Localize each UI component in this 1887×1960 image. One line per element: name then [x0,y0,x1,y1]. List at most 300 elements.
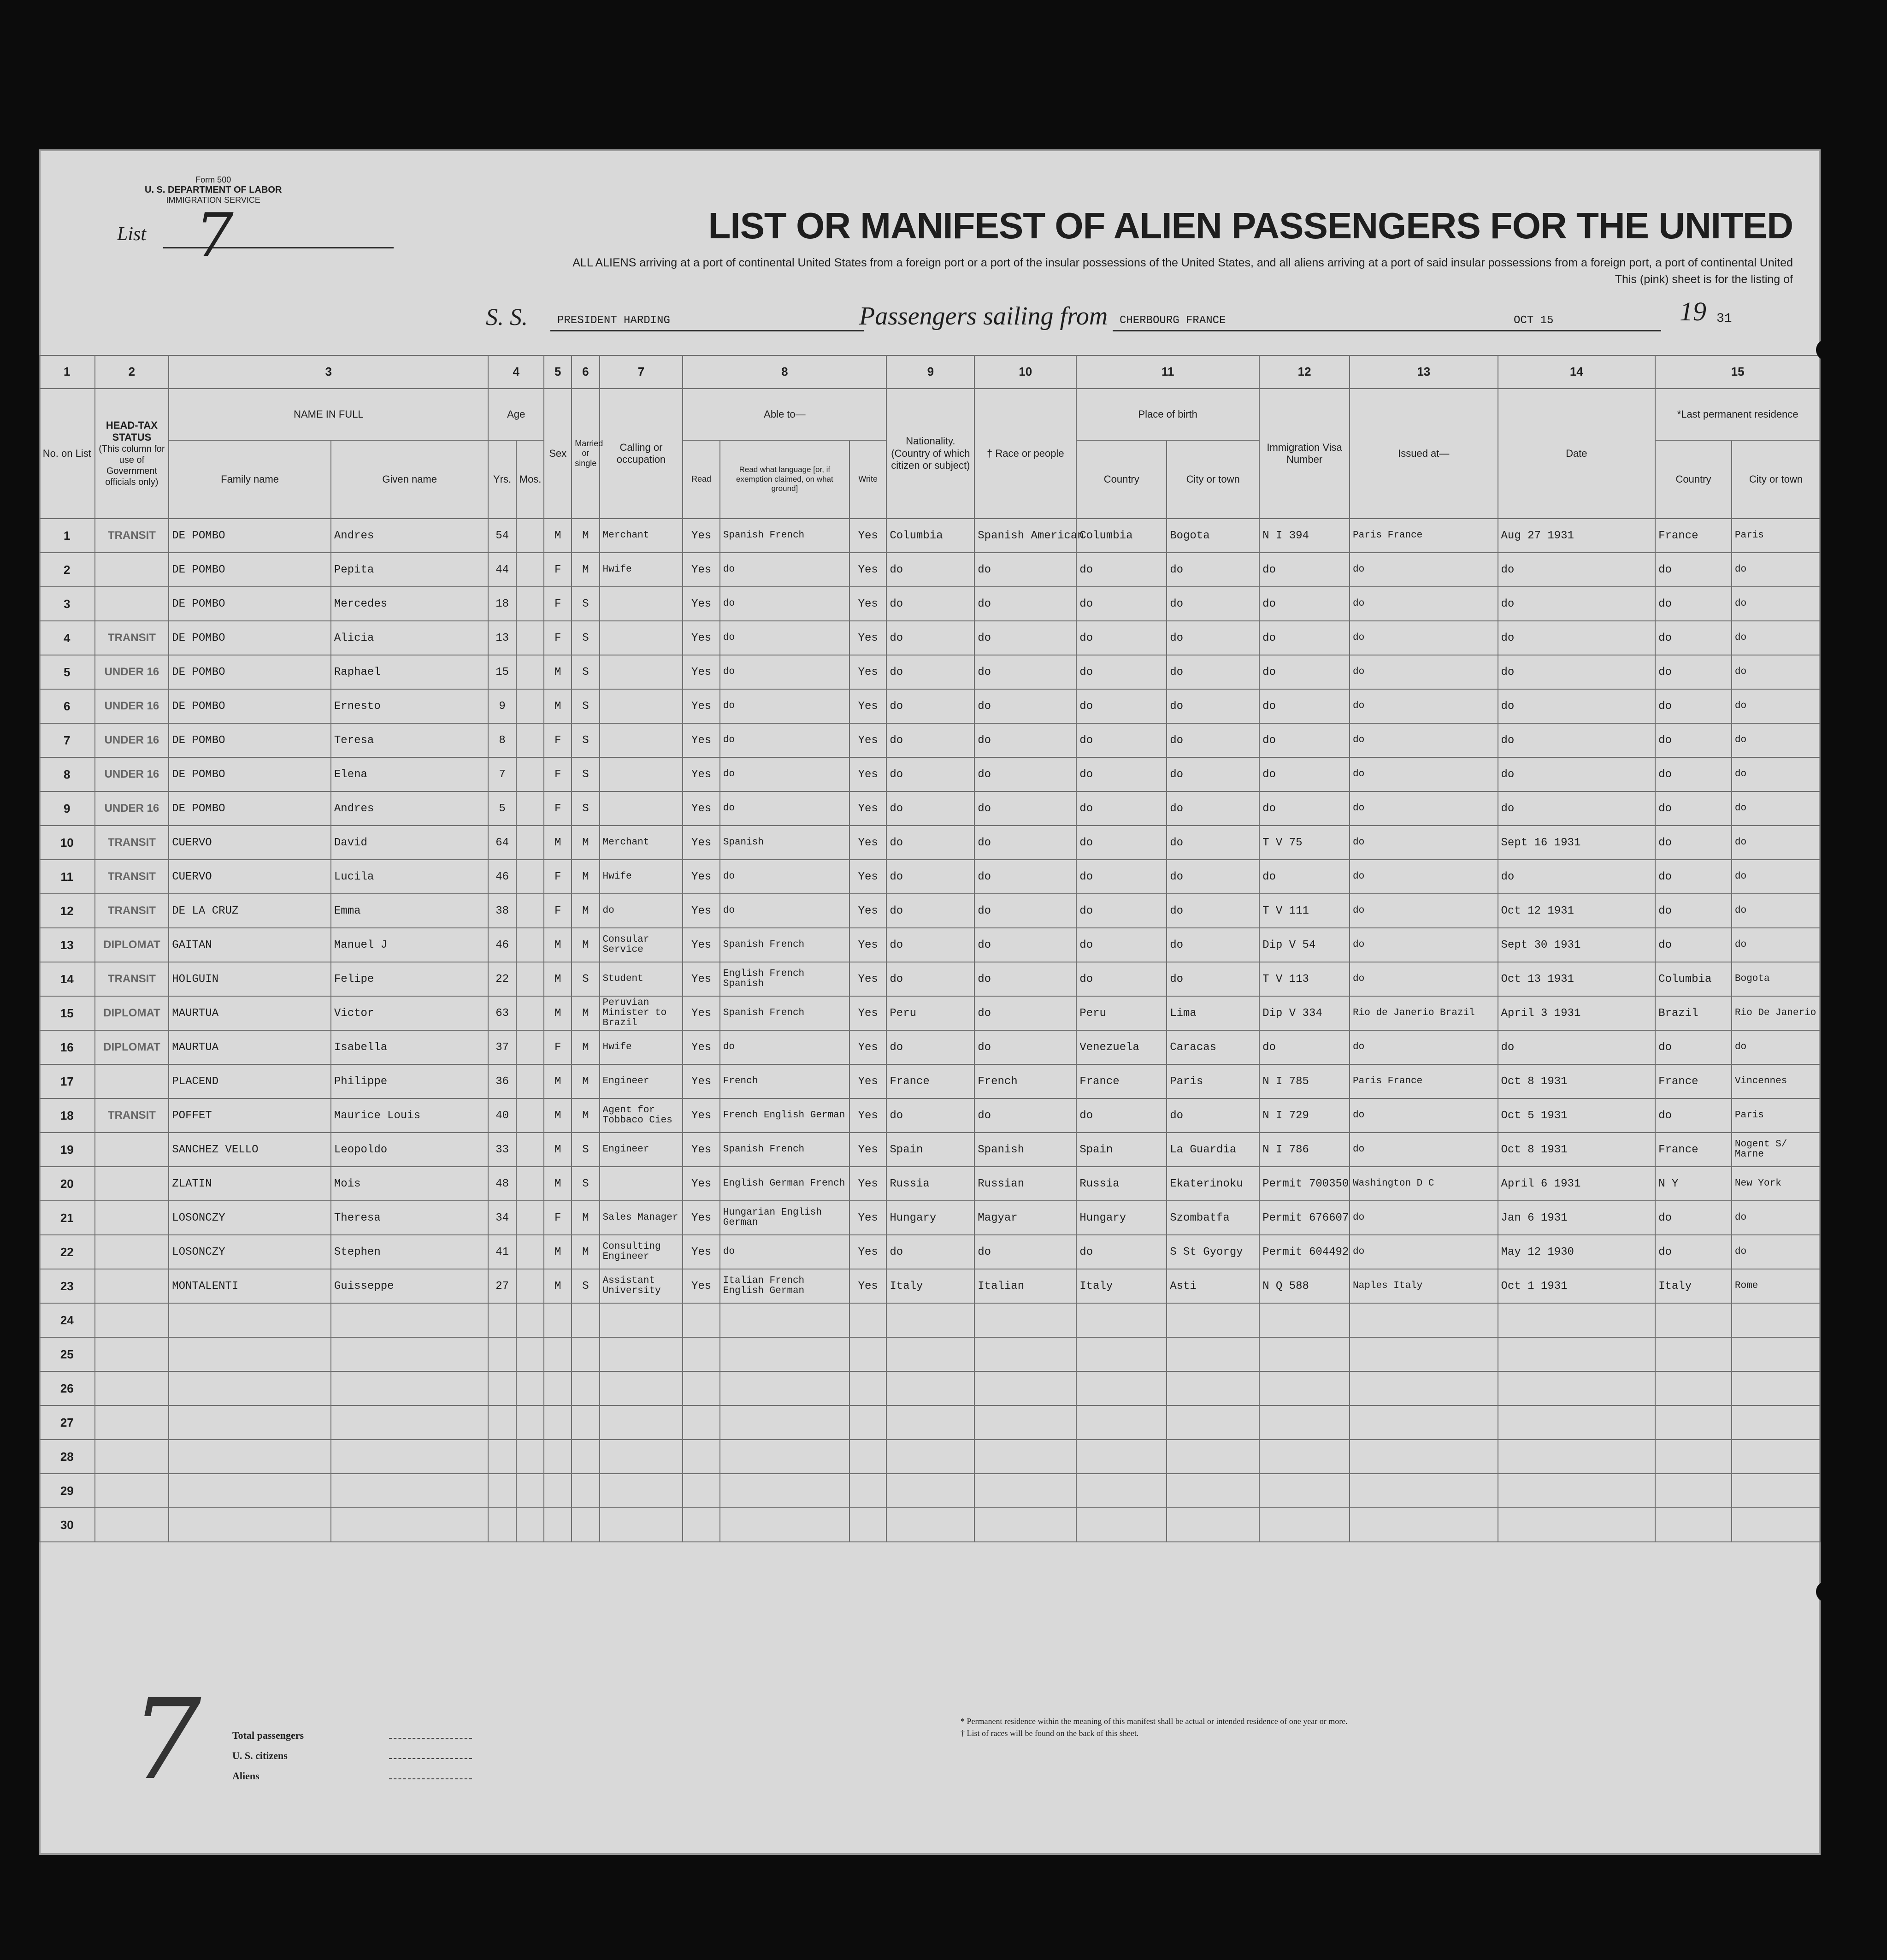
nationality: Hungary [886,1201,974,1235]
birth-city: Asti [1167,1269,1259,1303]
sex: M [544,928,572,962]
can-write: Yes [849,860,886,894]
table-row [39,757,1820,791]
sex: F [544,723,572,757]
birth-city: do [1167,553,1259,587]
birth-country: do [1076,860,1167,894]
marital-status: S [572,757,599,791]
birth-country [1076,1337,1167,1371]
visa-issued-at: do [1350,894,1498,928]
table-row [39,1167,1820,1201]
visa-number [1259,1508,1350,1542]
row-number: 1 [39,519,95,553]
headtax-status [95,553,169,587]
can-read: Yes [683,826,719,860]
visa-issued-at: Paris France [1350,519,1498,553]
occupation: Sales Manager [600,1201,683,1235]
row-number: 15 [39,996,95,1030]
row-number: 10 [39,826,95,860]
col-num: 3 [169,355,488,389]
headtax-status [95,1167,169,1201]
given-name: Guisseppe [331,1269,489,1303]
age-months [516,1371,544,1405]
read-language: French English German [720,1098,849,1133]
given-name: Ernesto [331,689,489,723]
birth-country: Venezuela [1076,1030,1167,1064]
can-read: Yes [683,962,719,996]
can-write: Yes [849,1167,886,1201]
headtax-status: UNDER 16 [95,723,169,757]
birth-city: Caracas [1167,1030,1259,1064]
visa-date: Oct 12 1931 [1498,894,1656,928]
header-visa-number: Immigration Visa Number [1259,389,1350,519]
read-language: do [720,791,849,826]
sex: M [544,996,572,1030]
residence-country: do [1655,1201,1732,1235]
occupation [600,655,683,689]
residence-city [1732,1440,1820,1474]
age-years [488,1337,516,1371]
race: do [974,1030,1076,1064]
visa-date [1498,1371,1656,1405]
headtax-status: TRANSIT [95,826,169,860]
race: do [974,1235,1076,1269]
occupation [600,1440,683,1474]
family-name: DE POMBO [169,655,331,689]
can-write: Yes [849,962,886,996]
form-number: Form 500 [195,175,231,184]
table-row [39,791,1820,826]
read-language: English French Spanish [720,962,849,996]
residence-city: do [1732,655,1820,689]
sex: F [544,860,572,894]
residence-country: do [1655,723,1732,757]
col-num: 11 [1076,355,1259,389]
age-years: 5 [488,791,516,826]
header-married: Married or single [572,389,599,519]
read-language: do [720,553,849,587]
visa-number: do [1259,757,1350,791]
age-years: 15 [488,655,516,689]
marital-status: S [572,791,599,826]
sex: M [544,519,572,553]
read-language: do [720,1030,849,1064]
row-number: 6 [39,689,95,723]
read-language: Italian French English German [720,1269,849,1303]
read-language: do [720,723,849,757]
family-name: LOSONCZY [169,1235,331,1269]
birth-country: do [1076,894,1167,928]
headtax-status [95,1474,169,1508]
can-write [849,1303,886,1337]
given-name [331,1405,489,1440]
visa-date: do [1498,553,1656,587]
family-name: MAURTUA [169,996,331,1030]
headtax-status [95,1371,169,1405]
age-years: 46 [488,860,516,894]
residence-country: France [1655,1064,1732,1098]
visa-issued-at: do [1350,1201,1498,1235]
age-months [516,621,544,655]
row-number: 19 [39,1133,95,1167]
given-name: Mercedes [331,587,489,621]
read-language: do [720,1235,849,1269]
race [974,1405,1076,1440]
read-language: do [720,689,849,723]
visa-number: do [1259,1030,1350,1064]
birth-city: do [1167,689,1259,723]
visa-date: Sept 16 1931 [1498,826,1656,860]
family-name [169,1508,331,1542]
sex: F [544,894,572,928]
table-row [39,996,1820,1030]
table-row [39,1405,1820,1440]
manifest-sheet [39,149,1821,1855]
visa-date: do [1498,860,1656,894]
us-citizens-label: U. S. citizens [232,1750,288,1761]
read-language: English German French [720,1167,849,1201]
table-row [39,723,1820,757]
age-years: 44 [488,553,516,587]
visa-number: do [1259,621,1350,655]
occupation [600,1508,683,1542]
header-mos: Mos. [516,440,544,519]
header-date: Date [1498,389,1656,519]
race: Spanish American [974,519,1076,553]
row-number: 5 [39,655,95,689]
residence-city: do [1732,757,1820,791]
residence-city [1732,1474,1820,1508]
age-months [516,826,544,860]
age-years: 48 [488,1167,516,1201]
us-citizens-line [389,1758,472,1759]
year-suffix: 31 [1716,312,1732,326]
nationality: do [886,791,974,826]
given-name: Alicia [331,621,489,655]
residence-city: Paris [1732,519,1820,553]
birth-country: do [1076,1098,1167,1133]
can-read: Yes [683,587,719,621]
can-write: Yes [849,826,886,860]
nationality: Russia [886,1167,974,1201]
given-name: Philippe [331,1064,489,1098]
col-num: 7 [600,355,683,389]
family-name: DE POMBO [169,621,331,655]
visa-date: Sept 30 1931 [1498,928,1656,962]
marital-status [572,1474,599,1508]
table-row [39,1133,1820,1167]
header-nationality: Nationality. (Country of which citizen or subject) [886,389,974,519]
visa-number: Permit 604492 [1259,1235,1350,1269]
read-language: do [720,587,849,621]
birth-country: do [1076,621,1167,655]
header-residence-country: Country [1655,440,1732,519]
occupation: do [600,894,683,928]
can-read: Yes [683,1030,719,1064]
family-name: MAURTUA [169,1030,331,1064]
given-name: David [331,826,489,860]
race: do [974,553,1076,587]
can-read: Yes [683,1167,719,1201]
visa-number [1259,1303,1350,1337]
headtax-status [95,587,169,621]
age-months [516,962,544,996]
can-write [849,1508,886,1542]
marital-status: S [572,587,599,621]
nationality [886,1474,974,1508]
col-num: 4 [488,355,544,389]
residence-city: do [1732,1030,1820,1064]
read-language [720,1474,849,1508]
age-years: 9 [488,689,516,723]
age-years: 7 [488,757,516,791]
birth-city [1167,1303,1259,1337]
visa-number: T V 75 [1259,826,1350,860]
given-name: Andres [331,519,489,553]
residence-country: do [1655,826,1732,860]
marital-status: M [572,1030,599,1064]
age-years: 41 [488,1235,516,1269]
occupation [600,621,683,655]
age-years: 64 [488,826,516,860]
nationality [886,1508,974,1542]
visa-issued-at [1350,1474,1498,1508]
marital-status [572,1371,599,1405]
residence-footnote: * Permanent residence within the meaning of this manifest shall be actual or intended residence of one year or more. [961,1717,1348,1726]
occupation [600,587,683,621]
visa-date: do [1498,1030,1656,1064]
can-write [849,1474,886,1508]
age-years: 40 [488,1098,516,1133]
race: do [974,757,1076,791]
birth-city: Lima [1167,996,1259,1030]
age-years: 54 [488,519,516,553]
table-row [39,1474,1820,1508]
row-number: 2 [39,553,95,587]
residence-country [1655,1508,1732,1542]
age-years: 13 [488,621,516,655]
can-write: Yes [849,1201,886,1235]
visa-issued-at [1350,1371,1498,1405]
visa-date: April 6 1931 [1498,1167,1656,1201]
birth-country [1076,1440,1167,1474]
table-row [39,587,1820,621]
residence-country: do [1655,621,1732,655]
can-write: Yes [849,723,886,757]
can-read: Yes [683,689,719,723]
visa-issued-at: Naples Italy [1350,1269,1498,1303]
visa-date: do [1498,757,1656,791]
read-language: Spanish French [720,928,849,962]
headtax-status: DIPLOMAT [95,996,169,1030]
occupation: Hwife [600,553,683,587]
residence-country: Columbia [1655,962,1732,996]
birth-city: do [1167,791,1259,826]
visa-date: Jan 6 1931 [1498,1201,1656,1235]
family-name: DE POMBO [169,553,331,587]
header-write: Write [849,440,886,519]
row-number: 26 [39,1371,95,1405]
family-name [169,1405,331,1440]
visa-issued-at: do [1350,1030,1498,1064]
headtax-status: TRANSIT [95,962,169,996]
visa-date [1498,1405,1656,1440]
birth-city: Ekaterinoku [1167,1167,1259,1201]
birth-country: Columbia [1076,519,1167,553]
can-read: Yes [683,757,719,791]
headtax-status [95,1508,169,1542]
headtax-status: UNDER 16 [95,655,169,689]
age-months [516,553,544,587]
can-write [849,1440,886,1474]
given-name: Teresa [331,723,489,757]
can-write: Yes [849,1133,886,1167]
age-years: 37 [488,1030,516,1064]
visa-number: T V 113 [1259,962,1350,996]
table-row [39,1269,1820,1303]
marital-status: S [572,655,599,689]
visa-issued-at: do [1350,826,1498,860]
occupation: Agent for Tobbaco Cies [600,1098,683,1133]
birth-city [1167,1371,1259,1405]
col-num: 8 [683,355,886,389]
age-years: 36 [488,1064,516,1098]
sex: F [544,587,572,621]
column-number-row [39,355,1820,389]
headtax-status [95,1269,169,1303]
age-years [488,1474,516,1508]
read-language [720,1371,849,1405]
handwritten-total: 7 [131,1675,201,1804]
occupation [600,723,683,757]
residence-city: do [1732,826,1820,860]
headtax-status [95,1337,169,1371]
visa-date: do [1498,655,1656,689]
visa-date [1498,1303,1656,1337]
birth-city: do [1167,621,1259,655]
header-calling: Calling or occupation [600,389,683,519]
marital-status [572,1508,599,1542]
can-read: Yes [683,519,719,553]
table-row [39,826,1820,860]
given-name: Victor [331,996,489,1030]
occupation [600,1167,683,1201]
age-years: 46 [488,928,516,962]
can-write: Yes [849,791,886,826]
visa-issued-at: do [1350,928,1498,962]
given-name: Maurice Louis [331,1098,489,1133]
sex: F [544,621,572,655]
age-months [516,996,544,1030]
table-row [39,553,1820,587]
occupation: Merchant [600,826,683,860]
residence-country: do [1655,689,1732,723]
birth-country [1076,1303,1167,1337]
marital-status: S [572,1167,599,1201]
table-row [39,1337,1820,1371]
given-name [331,1440,489,1474]
age-years: 27 [488,1269,516,1303]
birth-city: do [1167,587,1259,621]
nationality [886,1303,974,1337]
nationality: do [886,689,974,723]
read-language: French [720,1064,849,1098]
table-row [39,621,1820,655]
nationality: do [886,723,974,757]
sex: M [544,655,572,689]
header-sex: Sex [544,389,572,519]
residence-city [1732,1303,1820,1337]
departure-date: OCT 15 [1514,314,1554,327]
col-num: 12 [1259,355,1350,389]
row-number: 28 [39,1440,95,1474]
row-number: 30 [39,1508,95,1542]
residence-country: do [1655,587,1732,621]
race: Italian [974,1269,1076,1303]
residence-city: Vincennes [1732,1064,1820,1098]
header-headtax-title: HEAD-TAX STATUS [106,419,158,443]
visa-number: do [1259,689,1350,723]
family-name: DE POMBO [169,689,331,723]
nationality: do [886,1098,974,1133]
residence-city: do [1732,894,1820,928]
visa-number: do [1259,655,1350,689]
age-months [516,1440,544,1474]
race: do [974,1098,1076,1133]
family-name: MONTALENTI [169,1269,331,1303]
read-language: do [720,655,849,689]
visa-issued-at: do [1350,791,1498,826]
nationality: do [886,860,974,894]
read-language: Spanish French [720,996,849,1030]
headtax-status: TRANSIT [95,621,169,655]
birth-city: Szombatfa [1167,1201,1259,1235]
age-years: 18 [488,587,516,621]
family-name: DE POMBO [169,757,331,791]
occupation: Engineer [600,1133,683,1167]
row-number: 3 [39,587,95,621]
sex [544,1474,572,1508]
residence-city: do [1732,791,1820,826]
residence-country: do [1655,1235,1732,1269]
race: do [974,962,1076,996]
table-row [39,655,1820,689]
residence-city: do [1732,928,1820,962]
race [974,1440,1076,1474]
race [974,1371,1076,1405]
nationality: do [886,894,974,928]
can-read: Yes [683,1201,719,1235]
headtax-status: UNDER 16 [95,689,169,723]
visa-issued-at: do [1350,1235,1498,1269]
race: Magyar [974,1201,1076,1235]
age-years [488,1303,516,1337]
read-language: do [720,894,849,928]
nationality: do [886,826,974,860]
given-name [331,1508,489,1542]
can-read [683,1440,719,1474]
read-language: Spanish French [720,519,849,553]
header-birth-country: Country [1076,440,1167,519]
marital-status [572,1440,599,1474]
occupation: Student [600,962,683,996]
occupation [600,1405,683,1440]
can-read [683,1474,719,1508]
read-language: do [720,757,849,791]
sex: M [544,1167,572,1201]
visa-issued-at [1350,1405,1498,1440]
given-name: Lucila [331,860,489,894]
